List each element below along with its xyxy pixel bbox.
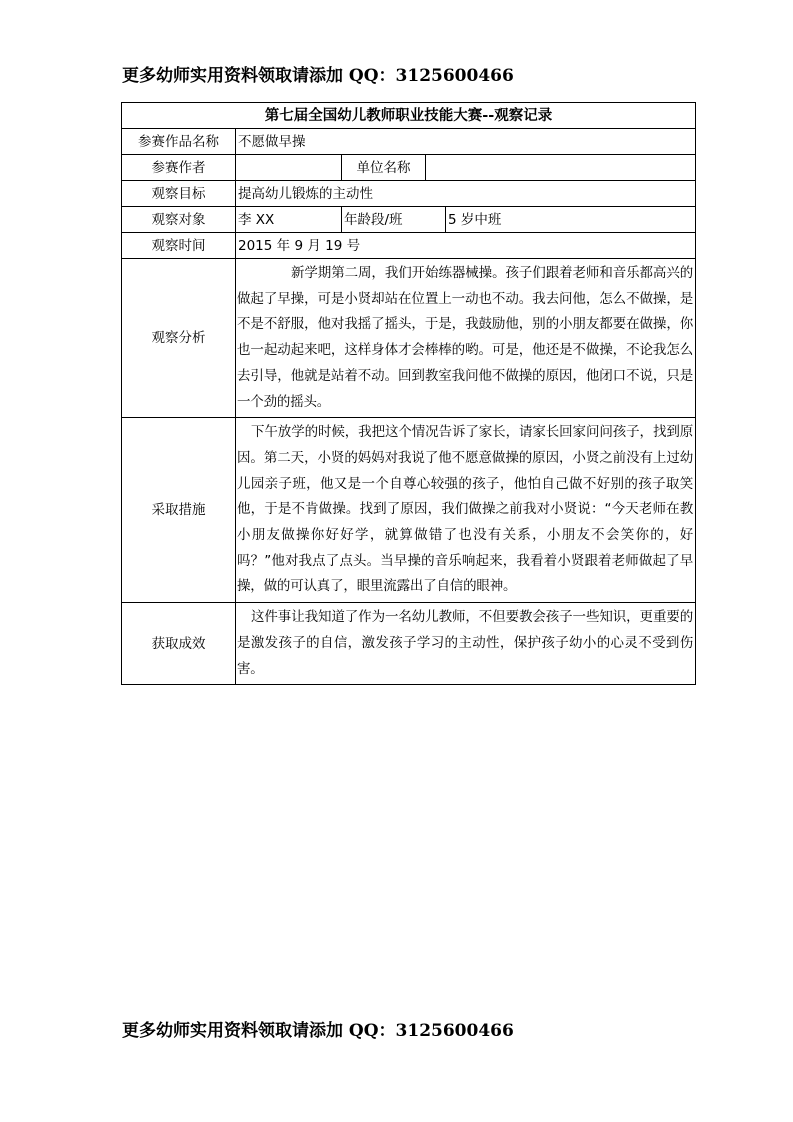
promo-header: 更多幼师实用资料领取请添加 QQ：3125600466: [122, 66, 514, 86]
table-title: 第七届全国幼儿教师职业技能大赛--观察记录: [122, 103, 696, 129]
measures-text: 下午放学的时候，我把这个情况告诉了家长，请家长回家问问孩子，找到原因。第二天，小贤的妈妈对我说了他不愿意做操的原因，小贤之前没有上过幼儿园亲子班，他又是一个自尊心较强的孩子，他怕自己做不好别的孩子取笑他，于是不肯做操。找到了原因，我们做操之前我对小贤说：“今天老师在教小朋友做操你好好学，就算做错了也没有关系，小朋友不会笑你的，好吗？”他对我点了点头。当早操的音乐响起来，我看着小贤跟着老师做起了早操，做的可认真了，眼里流露出了自信的眼神。: [236, 418, 696, 603]
result-label: 获取成效: [122, 603, 236, 685]
work-name-label: 参赛作品名称: [122, 129, 236, 155]
time-value: 2015 年 9 月 19 号: [236, 233, 696, 259]
analysis-text: 新学期第二周，我们开始练器械操。孩子们跟着老师和音乐都高兴的做起了早操，可是小贤却站在位置上一动也不动。我去问他，怎么不做操，是不是不舒服，他对我摇了摇头，于是，我鼓励他，别的小朋友都要在做操，你也一起动起来吧，这样身体才会棒棒的哟。可是，他还是不做操，不论我怎么去引导，他就是站着不动。回到教室我问他不做操的原因，他闭口不说，只是一个劲的摇头。: [236, 259, 696, 418]
measures-label: 采取措施: [122, 418, 236, 603]
unit-label: 单位名称: [342, 155, 426, 181]
author-label: 参赛作者: [122, 155, 236, 181]
observation-record-table: [121, 102, 696, 685]
analysis-label: 观察分析: [122, 259, 236, 418]
unit-value: [426, 155, 696, 181]
subject-value: 李 XX: [236, 207, 342, 233]
goal-label: 观察目标: [122, 181, 236, 207]
work-name-value: 不愿做早操: [236, 129, 696, 155]
author-value: [236, 155, 342, 181]
subject-label: 观察对象: [122, 207, 236, 233]
goal-value: 提高幼儿锻炼的主动性: [236, 181, 696, 207]
promo-footer: 更多幼师实用资料领取请添加 QQ：3125600466: [122, 1021, 514, 1041]
age-value: 5 岁中班: [446, 207, 696, 233]
age-label: 年龄段/班: [342, 207, 446, 233]
time-label: 观察时间: [122, 233, 236, 259]
result-text: 这件事让我知道了作为一名幼儿教师，不但要教会孩子一些知识，更重要的是激发孩子的自信，激发孩子学习的主动性，保护孩子幼小的心灵不受到伤害。: [236, 603, 696, 685]
